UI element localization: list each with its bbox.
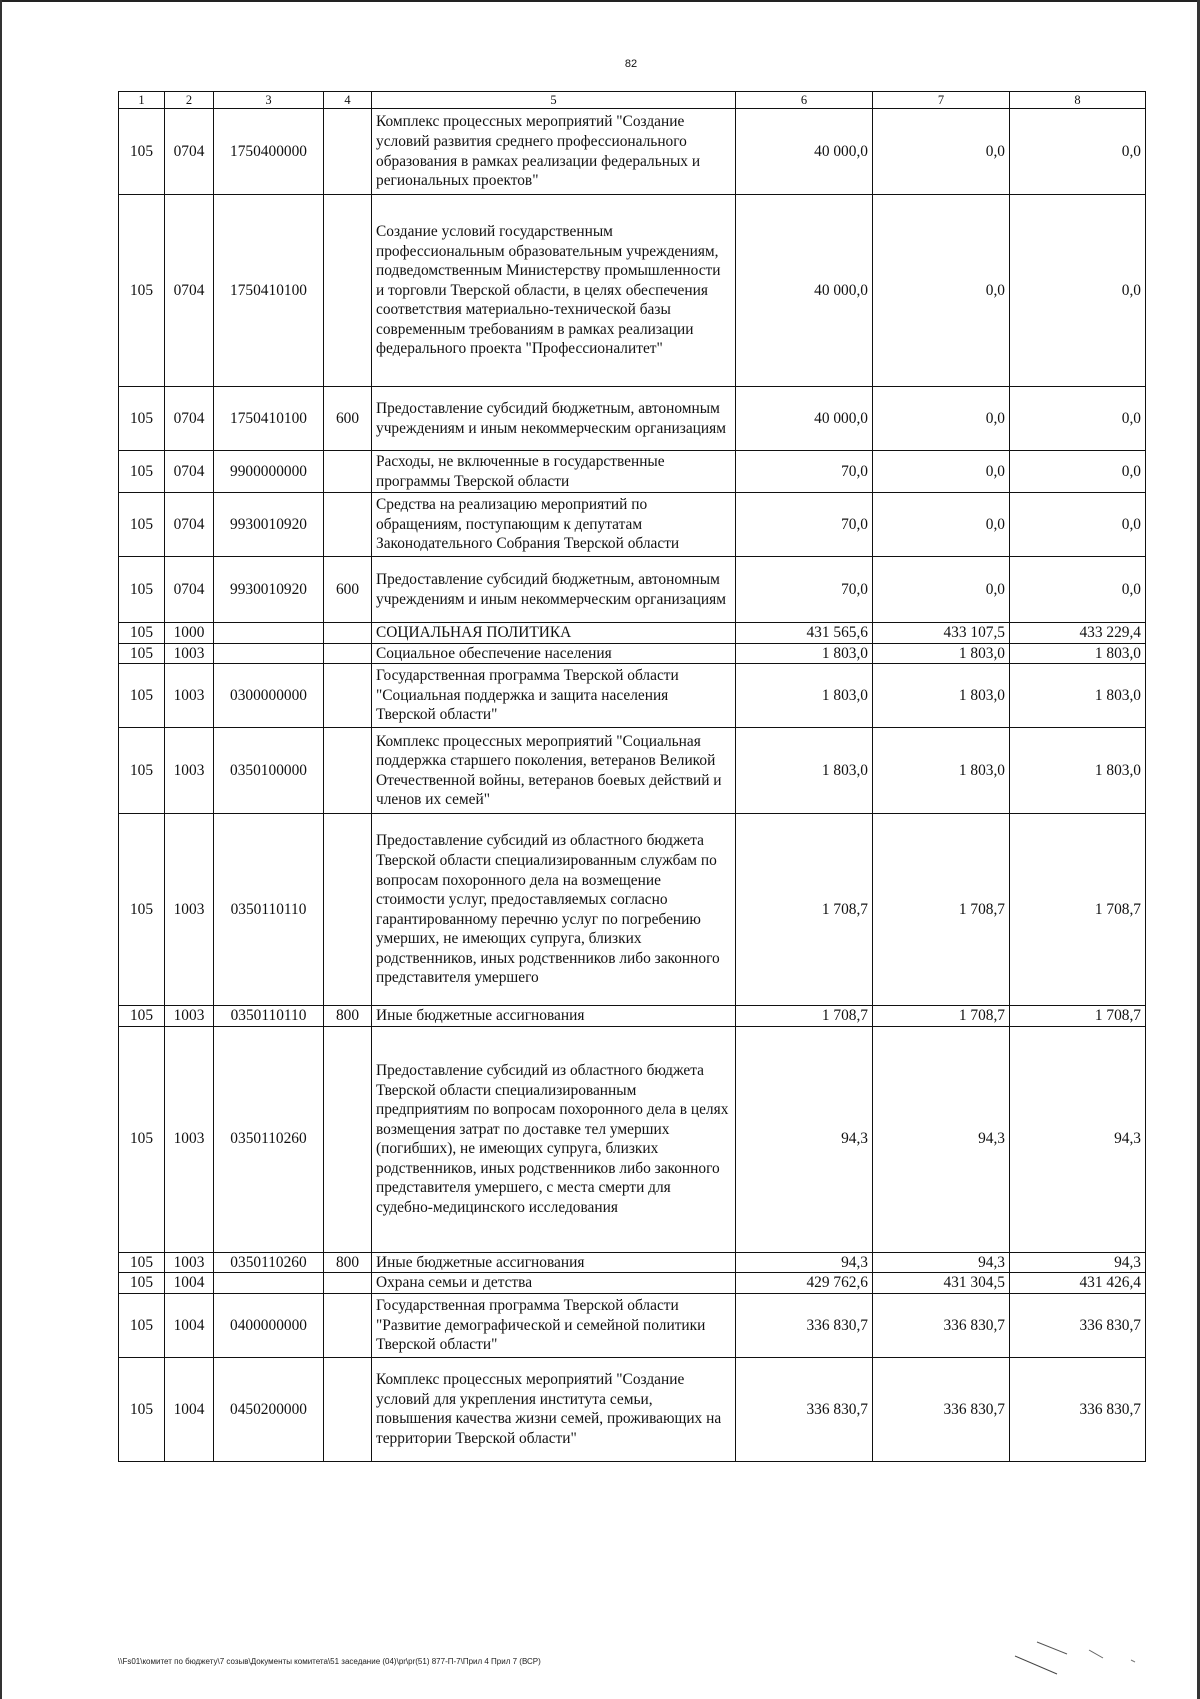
cell-col3: 9900000000 [214,451,324,493]
cell-col2: 1003 [165,1006,214,1027]
table-row [119,643,1146,664]
cell-col3: 1750400000 [214,109,324,195]
cell-col1: 105 [119,814,165,1006]
cell-col3: 0450200000 [214,1357,324,1461]
cell-col8-amount: 0,0 [1010,493,1146,557]
cell-col6-amount: 70,0 [736,557,873,623]
cell-col8-amount: 0,0 [1010,387,1146,451]
cell-col2: 1004 [165,1293,214,1357]
cell-col6-amount: 1 803,0 [736,728,873,814]
cell-col5-description: Государственная программа Тверской области "Социальная поддержка и защита населения Тверской области" [372,664,736,728]
cell-col8-amount: 0,0 [1010,451,1146,493]
cell-col5-description: Расходы, не включенные в государственные программы Тверской области [372,451,736,493]
cell-col4 [324,195,372,387]
cell-col2: 1003 [165,814,214,1006]
cell-col7-amount: 1 803,0 [873,728,1010,814]
cell-col4: 800 [324,1252,372,1273]
cell-col7-amount: 0,0 [873,387,1010,451]
cell-col8-amount: 336 830,7 [1010,1357,1146,1461]
cell-col6-amount: 431 565,6 [736,623,873,644]
pen-mark [1005,1620,1155,1680]
cell-col6-amount: 1 803,0 [736,643,873,664]
cell-col1: 105 [119,1293,165,1357]
cell-col8-amount: 94,3 [1010,1252,1146,1273]
cell-col8-amount: 0,0 [1010,109,1146,195]
cell-col3: 0350110110 [214,814,324,1006]
cell-col7-amount: 0,0 [873,493,1010,557]
cell-col5-description: Государственная программа Тверской области "Развитие демографической и семейной политики Тверской области" [372,1293,736,1357]
header-cell: 5 [372,92,736,109]
cell-col5-description: Комплекс процессных мероприятий "Социальная поддержка старшего поколения, ветеранов Великой Отечественной войны, ветеранов боевых действий и членов их семей" [372,728,736,814]
cell-col4: 600 [324,557,372,623]
cell-col4 [324,643,372,664]
cell-col6-amount: 94,3 [736,1252,873,1273]
budget-table [118,91,1146,1462]
cell-col4 [324,728,372,814]
cell-col1: 105 [119,557,165,623]
header-row [119,92,1146,109]
cell-col6-amount: 1 803,0 [736,664,873,728]
cell-col7-amount: 1 803,0 [873,643,1010,664]
cell-col1: 105 [119,195,165,387]
cell-col2: 1004 [165,1273,214,1294]
cell-col2: 1003 [165,1026,214,1252]
cell-col5-description: Охрана семьи и детства [372,1273,736,1294]
cell-col5-description: Средства на реализацию мероприятий по обращениям, поступающим к депутатам Законодательного Собрания Тверской области [372,493,736,557]
cell-col7-amount: 94,3 [873,1252,1010,1273]
cell-col5-description: Социальное обеспечение населения [372,643,736,664]
cell-col3: 1750410100 [214,195,324,387]
cell-col4 [324,1293,372,1357]
cell-col3: 0350110260 [214,1252,324,1273]
cell-col8-amount: 433 229,4 [1010,623,1146,644]
cell-col6-amount: 1 708,7 [736,814,873,1006]
cell-col8-amount: 1 803,0 [1010,664,1146,728]
cell-col5-description: Предоставление субсидий бюджетным, автономным учреждениям и иным некоммерческим организациям [372,387,736,451]
cell-col7-amount: 336 830,7 [873,1357,1010,1461]
cell-col2: 1003 [165,728,214,814]
table-row [119,728,1146,814]
cell-col6-amount: 429 762,6 [736,1273,873,1294]
cell-col7-amount: 0,0 [873,109,1010,195]
cell-col5-description: СОЦИАЛЬНАЯ ПОЛИТИКА [372,623,736,644]
cell-col5-description: Иные бюджетные ассигнования [372,1252,736,1273]
table-row [119,1357,1146,1461]
table-row [119,664,1146,728]
cell-col1: 105 [119,1357,165,1461]
table-row [119,557,1146,623]
cell-col8-amount: 1 708,7 [1010,1006,1146,1027]
cell-col6-amount: 1 708,7 [736,1006,873,1027]
cell-col4: 600 [324,387,372,451]
header-cell: 8 [1010,92,1146,109]
cell-col1: 105 [119,493,165,557]
cell-col4 [324,623,372,644]
cell-col6-amount: 94,3 [736,1026,873,1252]
cell-col8-amount: 0,0 [1010,195,1146,387]
cell-col2: 0704 [165,387,214,451]
table-row [119,109,1146,195]
table-row [119,1252,1146,1273]
cell-col6-amount: 40 000,0 [736,387,873,451]
cell-col2: 0704 [165,451,214,493]
cell-col2: 1003 [165,643,214,664]
cell-col8-amount: 94,3 [1010,1026,1146,1252]
cell-col1: 105 [119,1252,165,1273]
cell-col3: 0300000000 [214,664,324,728]
table-row [119,623,1146,644]
cell-col6-amount: 70,0 [736,451,873,493]
cell-col7-amount: 336 830,7 [873,1293,1010,1357]
cell-col7-amount: 94,3 [873,1026,1010,1252]
cell-col8-amount: 1 803,0 [1010,643,1146,664]
cell-col4 [324,1357,372,1461]
cell-col7-amount: 1 708,7 [873,1006,1010,1027]
cell-col3 [214,1273,324,1294]
cell-col4 [324,814,372,1006]
cell-col3: 1750410100 [214,387,324,451]
cell-col3 [214,643,324,664]
cell-col3 [214,623,324,644]
cell-col5-description: Иные бюджетные ассигнования [372,1006,736,1027]
cell-col4 [324,1026,372,1252]
cell-col5-description: Предоставление субсидий из областного бюджета Тверской области специализированным службам по вопросам похоронного дела на возмещение стоимости услуг, предоставляемых согласно гарантированному перечню услуг по погребению умерших, не имеющих супруга, близких родственников, иных родственников либо законного представителя умершего [372,814,736,1006]
cell-col2: 1000 [165,623,214,644]
table-row [119,814,1146,1006]
cell-col3: 0400000000 [214,1293,324,1357]
table-row [119,195,1146,387]
scan-edge-top [0,0,1200,2]
scan-edge-left [0,0,2,1699]
cell-col7-amount: 431 304,5 [873,1273,1010,1294]
cell-col4 [324,1273,372,1294]
cell-col4 [324,451,372,493]
cell-col2: 1004 [165,1357,214,1461]
cell-col2: 0704 [165,557,214,623]
cell-col6-amount: 40 000,0 [736,109,873,195]
header-cell: 7 [873,92,1010,109]
cell-col3: 9930010920 [214,557,324,623]
table-row [119,1006,1146,1027]
table-row [119,493,1146,557]
cell-col7-amount: 0,0 [873,557,1010,623]
cell-col1: 105 [119,623,165,644]
table-row [119,1273,1146,1294]
cell-col7-amount: 0,0 [873,195,1010,387]
cell-col3: 9930010920 [214,493,324,557]
cell-col4 [324,664,372,728]
header-cell: 4 [324,92,372,109]
file-path-footer: \\Fs01\комитет по бюджету\7 созыв\Документы комитета\51 заседание (04)\pr\pr(51) 877-П-7\Прил 4 Прил 7 (ВСР) [118,1657,541,1666]
cell-col6-amount: 336 830,7 [736,1357,873,1461]
cell-col5-description: Комплекс процессных мероприятий "Создание условий для укрепления института семьи, повышения качества жизни семей, проживающих на территории Тверской области" [372,1357,736,1461]
cell-col3: 0350110260 [214,1026,324,1252]
cell-col8-amount: 431 426,4 [1010,1273,1146,1294]
table-row [119,1026,1146,1252]
cell-col2: 1003 [165,1252,214,1273]
cell-col1: 105 [119,643,165,664]
cell-col5-description: Комплекс процессных мероприятий "Создание условий развития среднего профессионального образования в рамках реализации федеральных и региональных проектов" [372,109,736,195]
cell-col1: 105 [119,387,165,451]
cell-col7-amount: 0,0 [873,451,1010,493]
cell-col4 [324,109,372,195]
header-cell: 6 [736,92,873,109]
table-row [119,451,1146,493]
cell-col6-amount: 40 000,0 [736,195,873,387]
cell-col4: 800 [324,1006,372,1027]
cell-col5-description: Предоставление субсидий из областного бюджета Тверской области специализированным предприятиям по вопросам похоронного дела в целях возмещения затрат по доставке тел умерших (погибших), не имеющих супруга, близких родственников, иных родственников либо законного представителя умершего, с места смерти для судебно-медицинского исследования [372,1026,736,1252]
cell-col1: 105 [119,1273,165,1294]
cell-col1: 105 [119,1026,165,1252]
cell-col5-description: Предоставление субсидий бюджетным, автономным учреждениям и иным некоммерческим организациям [372,557,736,623]
header-cell: 2 [165,92,214,109]
cell-col6-amount: 336 830,7 [736,1293,873,1357]
cell-col1: 105 [119,451,165,493]
cell-col6-amount: 70,0 [736,493,873,557]
header-cell: 1 [119,92,165,109]
cell-col1: 105 [119,664,165,728]
cell-col7-amount: 1 803,0 [873,664,1010,728]
cell-col5-description: Создание условий государственным профессиональным образовательным учреждениям, подведомственным Министерству промышленности и торговли Тверской области, в целях обеспечения соответствия материально-технической базы современным требованиям в рамках реализации федерального проекта "Профессионалитет" [372,195,736,387]
table-body [119,92,1146,1462]
page-number: 82 [624,58,638,70]
cell-col3: 0350110110 [214,1006,324,1027]
cell-col2: 1003 [165,664,214,728]
table-row [119,1293,1146,1357]
cell-col7-amount: 1 708,7 [873,814,1010,1006]
cell-col8-amount: 336 830,7 [1010,1293,1146,1357]
header-cell: 3 [214,92,324,109]
cell-col8-amount: 1 708,7 [1010,814,1146,1006]
cell-col3: 0350100000 [214,728,324,814]
cell-col4 [324,493,372,557]
cell-col7-amount: 433 107,5 [873,623,1010,644]
cell-col8-amount: 0,0 [1010,557,1146,623]
cell-col8-amount: 1 803,0 [1010,728,1146,814]
cell-col1: 105 [119,1006,165,1027]
cell-col2: 0704 [165,195,214,387]
cell-col1: 105 [119,728,165,814]
cell-col2: 0704 [165,109,214,195]
cell-col2: 0704 [165,493,214,557]
table-row [119,387,1146,451]
cell-col1: 105 [119,109,165,195]
